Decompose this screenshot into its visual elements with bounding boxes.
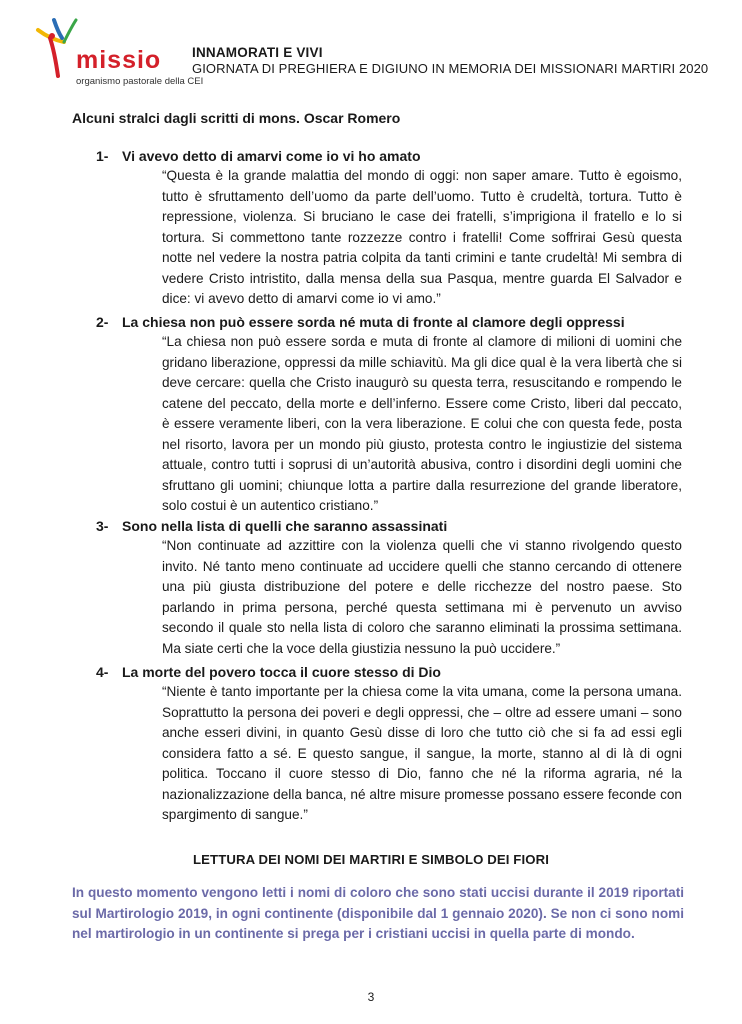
section-title: La morte del povero tocca il cuore stesso di Dio: [122, 664, 441, 680]
section-number: 2-: [96, 314, 109, 330]
section-heading: [96, 148, 686, 164]
section-3: [96, 518, 686, 659]
section-heading: [96, 664, 686, 680]
section-number: 3-: [96, 518, 109, 534]
section-title: La chiesa non può essere sorda né muta di fronte al clamore degli oppressi: [122, 314, 625, 330]
logo-subtitle: organismo pastorale della CEI: [76, 76, 204, 87]
cross-logo-icon: [24, 16, 84, 78]
section-2: [96, 314, 686, 517]
missio-logo: [20, 12, 204, 92]
section-quote: “Questa è la grande malattia del mondo di oggi: non saper amare. Tutto è egoismo, tutto è sfruttamento dell’uomo da parte dell’uomo. Tutto è crudeltà, tortura. Tutto è repressione, violenza. Si bruciano le case dei fratelli, s’imprigiona il fratello e lo si tortura. Si commettono tante rozzezze contro i fratelli! Come soffrirai Gesù questa notte nel vedere la nostra patria colpita da tanti crimini e tante crudeltà! Mi sembra di vedere Cristo intristito, dalla mensa della sua Pasqua, mentre guarda El Salvador e dice: vi avevo detto di amarvi come io vi amo.”: [162, 168, 682, 306]
section-quote: “La chiesa non può essere sorda e muta di fronte al clamore di milioni di uomini che gridano liberazione, oppressi da mille schiavitù. Ma gli dice qual è la vera libertà che si deve cercare: quella che Cristo inaugurò su questa terra, resuscitando e rompendo le catene del peccato, della morte e dell’inferno. Essere come Cristo, liberi dal peccato, è essere veramente liberi, con la vera liberazione. E colui che con questa fede, posta nel risorto, lavora per un mondo più giusto, protesta contro le ingiustizie del sistema attuale, contro tutti i soprusi di un’autorità abusiva, contro i disordini degli uomini che sfruttano gli uomini; chiunque lotta a partire dalla resurrezione del grande liberatore, solo costui è un autentico cristiano.”: [162, 334, 682, 513]
section-quote: “Non continuate ad azzittire con la violenza quelli che vi stanno rivolgendo questo invito. Né tanto meno continuate ad uccidere quelli che stanno cercando di ottenere una più giusta distribuzione del potere e delle ricchezze del nostro paese. Sto parlando in prima persona, perché questa settimana mi è pervenuto un avviso secondo il quale sto nella lista di coloro che saranno eliminati la prossima settimana. Ma siate certi che la voce della giustizia nessuno la può uccidere.”: [162, 538, 682, 656]
logo-wordmark: missio: [76, 46, 162, 74]
section-title: Vi avevo detto di amarvi come io vi ho amato: [122, 148, 421, 164]
reading-title: LETTURA DEI NOMI DEI MARTIRI E SIMBOLO DEI FIORI: [193, 852, 549, 867]
section-1: [96, 148, 686, 310]
page-number: 3: [367, 990, 375, 1004]
intro-heading: Alcuni stralci dagli scritti di mons. Oscar Romero: [72, 110, 401, 126]
reading-instructions: In questo momento vengono letti i nomi di coloro che sono stati uccisi durante il 2019 riportati sul Martirologio 2019, in ogni continente (disponibile dal 1 gennaio 2020). Se non ci sono nomi nel martirologio in un continente si prega per i cristiani uccisi in quella parte di mondo.: [72, 885, 684, 941]
section-4: [96, 664, 686, 826]
section-heading: [96, 518, 686, 534]
section-number: 1-: [96, 148, 109, 164]
header-title: INNAMORATI E VIVI: [192, 45, 323, 60]
section-title: Sono nella lista di quelli che saranno assassinati: [122, 518, 448, 534]
header-subtitle: GIORNATA DI PREGHIERA E DIGIUNO IN MEMORIA DEI MISSIONARI MARTIRI 2020: [192, 61, 709, 76]
section-heading: [96, 314, 686, 330]
section-quote: “Niente è tanto importante per la chiesa come la vita umana, come la persona umana. Soprattutto la persona dei poveri e degli oppressi, che – oltre ad essere umani – sono anche esseri divini, in quanto Gesù disse di loro che tutto ciò che si fa ad essi egli considera fatto a sé. E questo sangue, il sangue, la morte, stanno al di là di ogni politica. Toccano il cuore stesso di Dio, fanno che né la riforma agraria, né la nazionalizzazione della banca, né altre misure promesse possano essere feconde con spargimento di sangue.”: [162, 684, 682, 822]
section-number: 4-: [96, 664, 109, 680]
